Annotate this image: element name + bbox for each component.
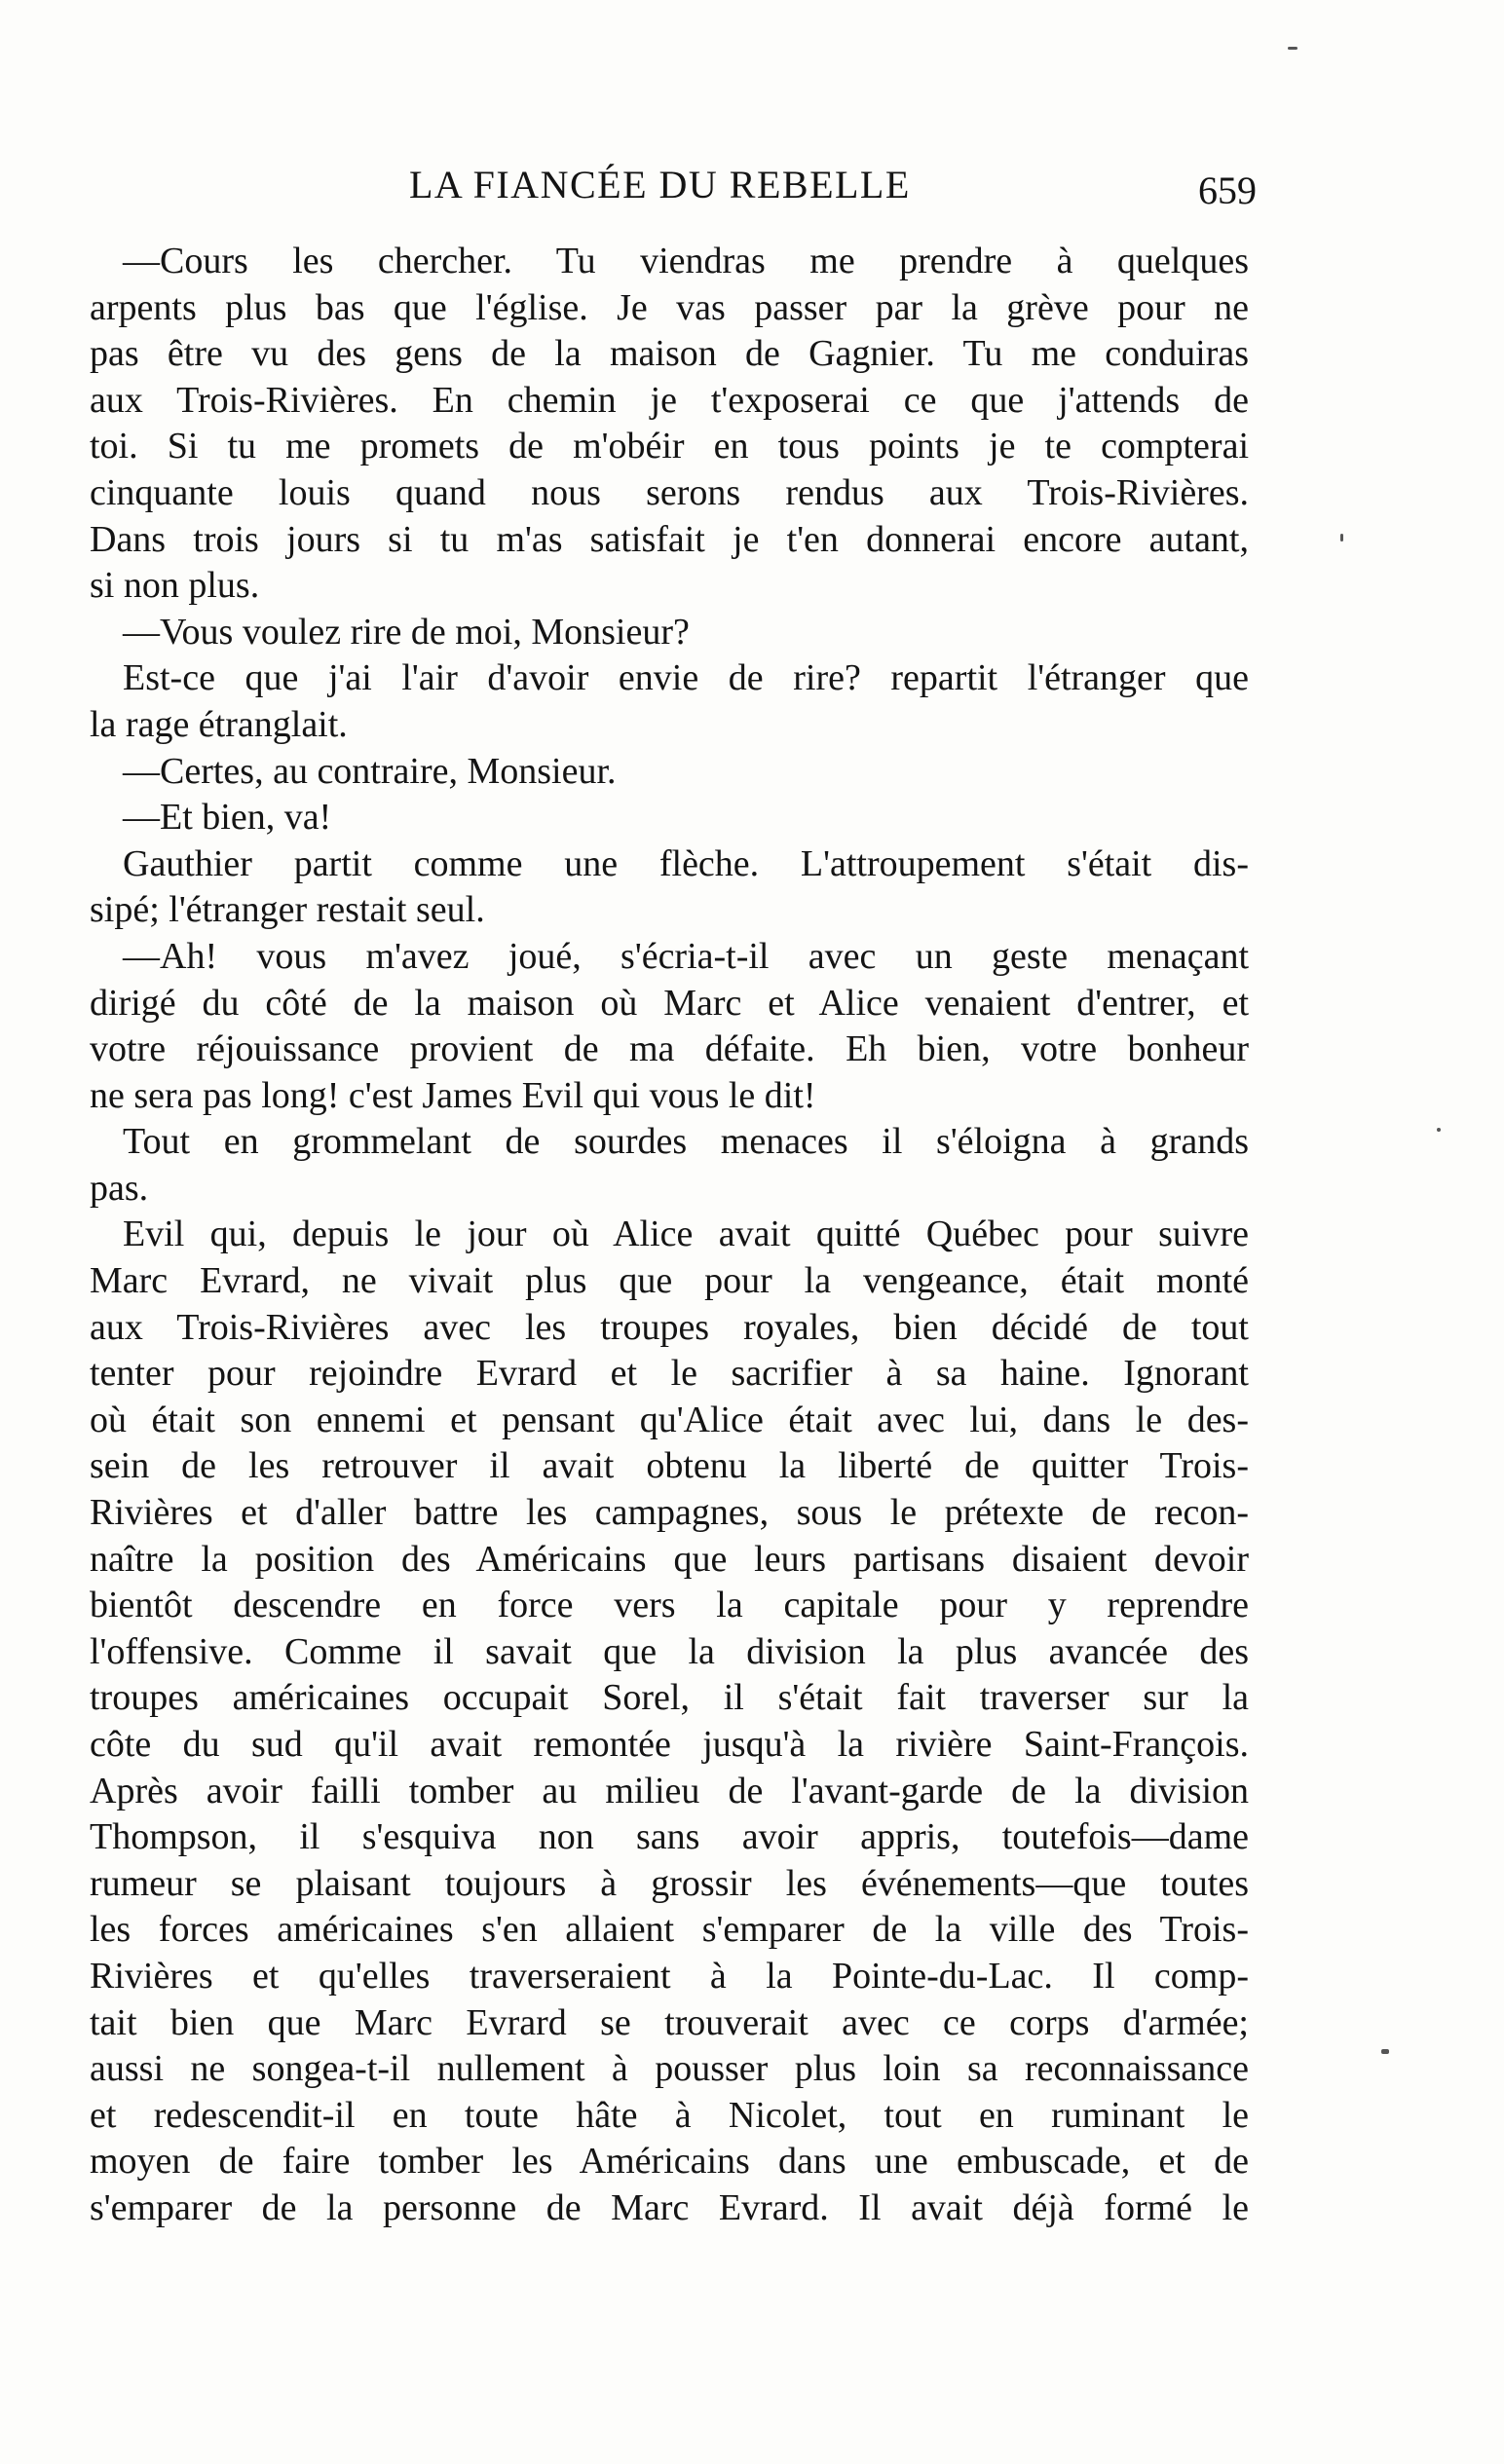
text-line: Evil qui, depuis le jour où Alice avait quitté Québec pour suivre <box>123 1213 1249 1255</box>
text-line: sein de les retrouver il avait obtenu la liberté de quitter Trois- <box>90 1445 1249 1487</box>
text-line: l'offensive. Comme il savait que la division la plus avancée des <box>90 1630 1249 1672</box>
body-text <box>90 239 1249 2232</box>
text-line: Dans trois jours si tu m'as satisfait je t'en donnerai encore autant, <box>90 518 1249 560</box>
text-line: et redescendit-il en toute hâte à Nicolet, tout en ruminant le <box>90 2094 1249 2136</box>
text-line: votre réjouissance provient de ma défaite. Eh bien, votre bonheur <box>90 1028 1249 1070</box>
text-line: tenter pour rejoindre Evrard et le sacrifier à sa haine. Ignorant <box>90 1353 1249 1395</box>
page-number: 659 <box>1198 168 1257 212</box>
text-line: où était son ennemi et pensant qu'Alice était avec lui, dans le des- <box>90 1399 1249 1440</box>
text-line: —Cours les chercher. Tu viendras me prendre à quelques <box>123 241 1249 281</box>
text-line: Rivières et qu'elles traverseraient à la Pointe-du-Lac. Il comp- <box>90 1955 1249 1997</box>
text-line: pas. <box>90 1167 149 1209</box>
text-line: rumeur se plaisant toujours à grossir les événements—que toutes <box>90 1862 1249 1904</box>
text-line: s'emparer de la personne de Marc Evrard. Il avait déjà formé le <box>90 2186 1249 2228</box>
text-line: si non plus. <box>90 565 260 607</box>
text-line: Tout en grommelant de sourdes menaces il s'éloigna à grands <box>123 1121 1249 1163</box>
text-line: —Vous voulez rire de moi, Monsieur? <box>123 611 690 653</box>
text-line: aux Trois-Rivières. En chemin je t'exposerai ce que j'attends de <box>90 379 1249 421</box>
text-line: cinquante louis quand nous serons rendus aux Trois-Rivières. <box>90 471 1249 513</box>
text-line: —Et bien, va! <box>123 797 332 839</box>
text-line: —Ah! vous m'avez joué, s'écria-t-il avec un geste menaçant <box>123 935 1249 977</box>
text-line: arpents plus bas que l'église. Je vas passer par la grève pour ne <box>90 286 1249 328</box>
text-line: bientôt descendre en force vers la capitale pour y reprendre <box>90 1585 1249 1626</box>
text-line: les forces américaines s'en allaient s'emparer de la ville des Trois- <box>90 1909 1249 1951</box>
text-line: Rivières et d'aller battre les campagnes, sous le prétexte de recon- <box>90 1492 1249 1534</box>
print-speck <box>1381 2049 1389 2054</box>
text-line: ne sera pas long! c'est James Evil qui vous le dit! <box>90 1074 816 1116</box>
text-line: la rage étranglait. <box>90 703 348 745</box>
text-line: —Certes, au contraire, Monsieur. <box>123 750 617 792</box>
text-line: Marc Evrard, ne vivait plus que pour la vengeance, était monté <box>90 1260 1249 1302</box>
text-line: sipé; l'étranger restait seul. <box>90 889 485 931</box>
print-speck <box>1340 534 1343 541</box>
print-speck <box>1288 47 1297 50</box>
text-line: côte du sud qu'il avait remontée jusqu'à la rivière Saint-François. <box>90 1724 1249 1765</box>
text-line: Après avoir failli tomber au milieu de l'avant-garde de la division <box>90 1770 1249 1811</box>
text-line: moyen de faire tomber les Américains dans une embuscade, et de <box>90 2141 1249 2183</box>
text-line: pas être vu des gens de la maison de Gagnier. Tu me conduiras <box>90 333 1249 375</box>
text-line: Gauthier partit comme une flèche. L'attroupement s'était dis- <box>123 842 1249 884</box>
text-line: Est-ce que j'ai l'air d'avoir envie de rire? repartit l'étranger que <box>123 657 1249 699</box>
text-line: naître la position des Américains que leurs partisans disaient devoir <box>90 1538 1249 1580</box>
text-line: tait bien que Marc Evrard se trouverait avec ce corps d'armée; <box>90 2001 1249 2043</box>
text-line: aussi ne songea-t-il nullement à pousser plus loin sa reconnaissance <box>90 2048 1249 2090</box>
text-line: Thompson, il s'esquiva non sans avoir appris, toutefois—dame <box>90 1816 1249 1858</box>
text-line: toi. Si tu me promets de m'obéir en tous points je te compterai <box>90 426 1249 467</box>
text-line: aux Trois-Rivières avec les troupes royales, bien décidé de tout <box>90 1306 1249 1348</box>
running-head <box>0 162 1504 220</box>
text-line: dirigé du côté de la maison où Marc et Alice venaient d'entrer, et <box>90 982 1249 1024</box>
text-line: troupes américaines occupait Sorel, il s'était fait traverser sur la <box>90 1677 1249 1719</box>
running-title: LA FIANCÉE DU REBELLE <box>409 163 911 206</box>
print-speck <box>1437 1128 1441 1132</box>
